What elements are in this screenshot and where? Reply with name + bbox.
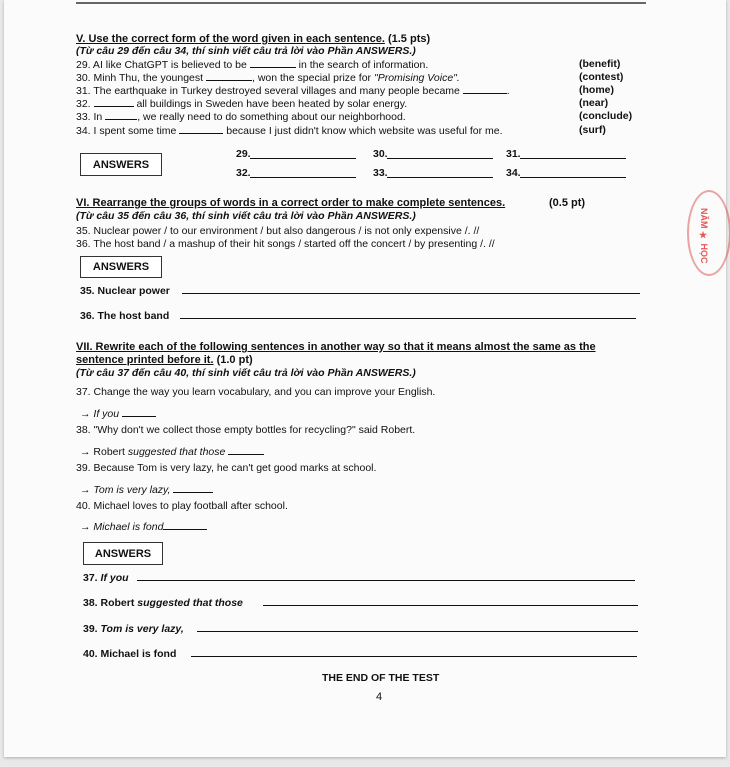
- q35: 35. Nuclear power / to our environment / but also dangerous / is not only expensive /. //: [76, 225, 480, 237]
- ans32-num: 32.: [236, 167, 251, 179]
- q34-word: (surf): [579, 124, 606, 136]
- ans34-line[interactable]: [520, 177, 626, 178]
- ans29-num: 29.: [236, 148, 251, 160]
- section5-heading: V. Use the correct form of the word given in each sentence. (1.5 pts): [76, 33, 431, 45]
- ans40-label: 40. Michael is fond: [83, 648, 177, 660]
- section6-points: (0.5 pt): [549, 197, 586, 209]
- section7-heading-line2: sentence printed before it. (1.0 pt): [76, 354, 253, 366]
- section5-note: (Từ câu 29 đến câu 34, thí sinh viết câu trả lời vào Phần ANSWERS.): [76, 45, 416, 57]
- ans33-line[interactable]: [387, 177, 493, 178]
- ans31-num: 31.: [506, 148, 521, 160]
- ans31-line[interactable]: [520, 158, 626, 159]
- ans29-line[interactable]: [250, 158, 356, 159]
- answers-box-6: ANSWERS: [80, 256, 162, 278]
- q39: 39. Because Tom is very lazy, he can't get good marks at school.: [76, 462, 377, 474]
- ans39-label: 39. Tom is very lazy,: [83, 623, 184, 635]
- ans37-line[interactable]: [137, 580, 635, 581]
- ans35-line[interactable]: [182, 293, 640, 294]
- section7-note: (Từ câu 37 đến câu 40, thí sinh viết câu trả lời vào Phần ANSWERS.): [76, 367, 416, 379]
- section6-heading: VI. Rearrange the groups of words in a correct order to make complete sentences.: [76, 197, 506, 209]
- hint37: → If you: [80, 407, 156, 421]
- q30-word: (contest): [579, 71, 624, 83]
- ans35-label: 35. Nuclear power: [80, 285, 170, 297]
- answers-box-7: ANSWERS: [83, 542, 163, 565]
- q31-word: (home): [579, 84, 614, 96]
- q31: 31. The earthquake in Turkey destroyed several villages and many people became .: [76, 85, 510, 97]
- ans36-line[interactable]: [180, 318, 636, 319]
- ans39-line[interactable]: [197, 631, 638, 632]
- q36: 36. The host band / a mashup of their hit songs / started off the concert / by presenting /. //: [76, 238, 495, 250]
- ans37-label: 37. If you: [83, 572, 129, 584]
- q30: 30. Minh Thu, the youngest , won the special prize for "Promising Voice".: [76, 72, 460, 84]
- ans38-label: 38. Robert suggested that those: [83, 597, 243, 609]
- ans30-num: 30.: [373, 148, 388, 160]
- section7-heading-line1: VII. Rewrite each of the following sentences in another way so that it means almost the same as the: [76, 341, 596, 353]
- q33: 33. In , we really need to do something about our neighborhood.: [76, 111, 406, 123]
- ans40-line[interactable]: [191, 656, 637, 657]
- q33-word: (conclude): [579, 110, 633, 122]
- q40: 40. Michael loves to play football after school.: [76, 500, 288, 512]
- answers-box-5: ANSWERS: [80, 153, 162, 176]
- q37: 37. Change the way you learn vocabulary, and you can improve your English.: [76, 386, 436, 398]
- red-stamp-seal: [687, 190, 730, 276]
- ans34-num: 34.: [506, 167, 521, 179]
- q29-word: (benefit): [579, 58, 621, 70]
- stamp-text: NĂM ★ HỌC: [699, 208, 709, 264]
- ans32-line[interactable]: [250, 177, 356, 178]
- ans36-label: 36. The host band: [80, 310, 170, 322]
- q32-word: (near): [579, 97, 609, 109]
- end-of-test: THE END OF THE TEST: [322, 672, 440, 684]
- top-rule: [76, 2, 646, 4]
- ans38-line[interactable]: [263, 605, 638, 606]
- q32: 32. all buildings in Sweden have been heated by solar energy.: [76, 98, 408, 110]
- hint40: → Michael is fond: [80, 520, 207, 534]
- q38: 38. "Why don't we collect those empty bottles for recycling?" said Robert.: [76, 424, 416, 436]
- q29: 29. AI like ChatGPT is believed to be in the search of information.: [76, 59, 429, 71]
- hint39: → Tom is very lazy,: [80, 483, 213, 497]
- ans30-line[interactable]: [387, 158, 493, 159]
- exam-page: [4, 0, 726, 757]
- hint38: → Robert suggested that those: [80, 445, 264, 459]
- ans33-num: 33.: [373, 167, 388, 179]
- q34: 34. I spent some time because I just didn't know which website was useful for me.: [76, 125, 503, 137]
- section6-note: (Từ câu 35 đến câu 36, thí sinh viết câu trả lời vào Phần ANSWERS.): [76, 210, 416, 222]
- page-number: 4: [376, 691, 383, 703]
